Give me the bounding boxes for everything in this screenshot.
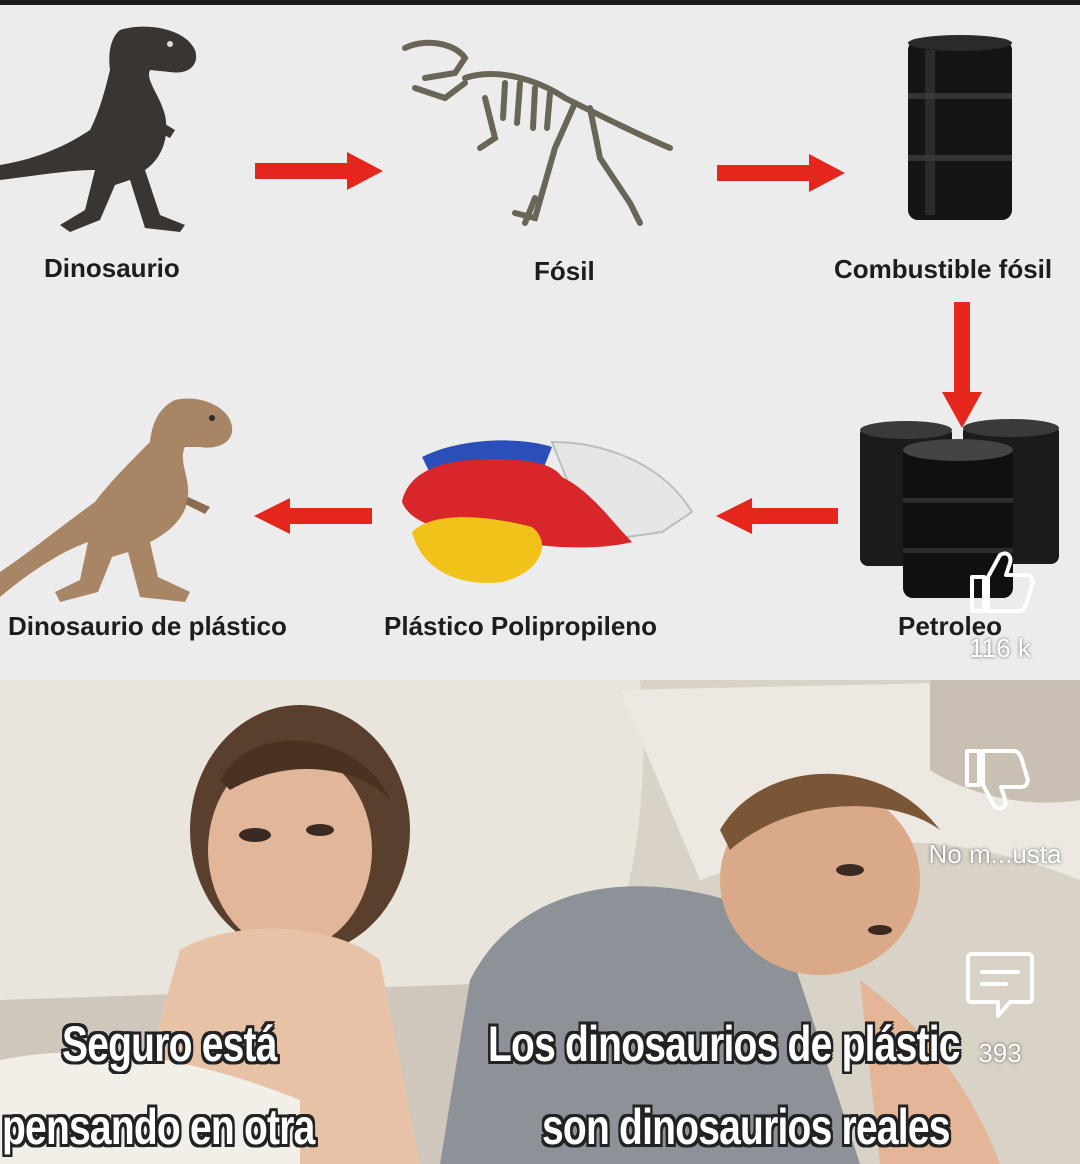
caption-polypropylene: Plástico Polipropileno bbox=[384, 611, 658, 641]
caption-plastic-dinosaur: Dinosaurio de plástico bbox=[8, 611, 287, 641]
trex-illustration bbox=[0, 20, 215, 240]
thumbs-up-icon bbox=[964, 545, 1036, 617]
like-button[interactable] bbox=[955, 545, 1045, 664]
like-count: 116 k bbox=[969, 633, 1031, 663]
meme-caption-left-line2: pensando en otra bbox=[2, 1099, 315, 1155]
fuel-barrel-illustration bbox=[905, 35, 1015, 225]
caption-oil: Petroleo bbox=[898, 611, 1003, 641]
fossil-skeleton-illustration bbox=[385, 28, 675, 228]
meme-caption-left-line1: Seguro está bbox=[62, 1016, 277, 1072]
caption-fossil-fuel: Combustible fósil bbox=[834, 254, 1053, 284]
polypropylene-pellets-illustration bbox=[392, 432, 702, 587]
arrow-oil-to-plastic bbox=[716, 498, 838, 534]
comments-count: 393 bbox=[978, 1038, 1022, 1068]
meme-caption-right-line2: son dinosaurios reales bbox=[542, 1099, 950, 1155]
thumbs-down-icon bbox=[959, 745, 1031, 817]
arrow-plastic-to-toy bbox=[254, 498, 372, 534]
meme-caption-right-line1: Los dinosaurios de plástic bbox=[488, 1016, 960, 1072]
top-edge-bar bbox=[0, 0, 1080, 5]
comment-icon bbox=[964, 948, 1036, 1020]
caption-fossil: Fósil bbox=[534, 256, 595, 286]
caption-dinosaur: Dinosaurio bbox=[44, 253, 180, 283]
arrow-dino-to-fossil bbox=[255, 152, 383, 190]
comments-button[interactable] bbox=[955, 948, 1045, 1069]
plastic-dinosaur-illustration bbox=[0, 392, 240, 607]
arrow-fossil-to-fuel bbox=[717, 154, 845, 192]
dislike-button[interactable] bbox=[910, 745, 1080, 870]
arrow-fuel-to-oil bbox=[942, 302, 982, 428]
dislike-label: No m...usta bbox=[928, 839, 1062, 869]
